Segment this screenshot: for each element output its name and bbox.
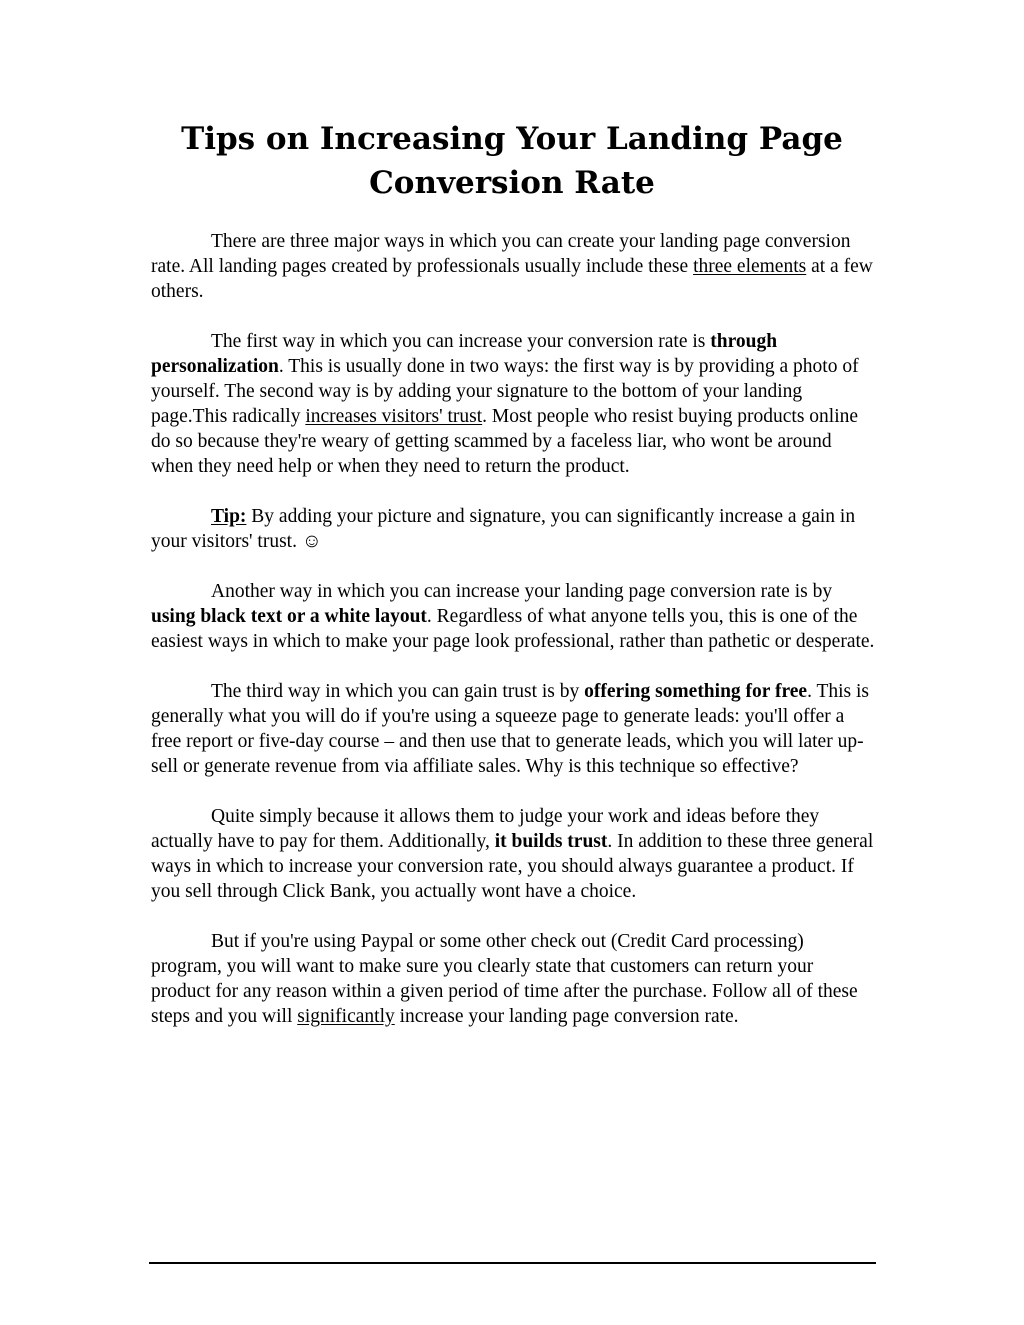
visitors-trust-link[interactable]: increases visitors' trust bbox=[305, 406, 483, 427]
paragraph-text: . This is generally what you will do if you're using a squeeze page to generate leads: you'll offer a free report or five-day course – and then use that to generate leads, which you will later up-sell or generate revenue from via affiliate sales. Why is this technique so effective? bbox=[151, 681, 870, 777]
paragraph-free-offer bbox=[151, 679, 875, 779]
paragraph-text: The first way in which you can increase your conversion rate is bbox=[211, 331, 711, 352]
paragraph-layout bbox=[151, 579, 875, 654]
paragraph-trust bbox=[151, 804, 875, 904]
article-body bbox=[151, 229, 875, 1054]
paragraph-text: But if you're using Paypal or some other check out (Credit Card processing) program, you will want to make sure you clearly state that customers can return your product for any reason within a given period of time after the purchase. Follow all of these steps and you will bbox=[151, 931, 858, 1027]
paragraph-intro bbox=[151, 229, 875, 304]
paragraph-text: By adding your picture and signature, you can significantly increase a gain in your visitors' trust. ☺ bbox=[151, 506, 856, 552]
paragraph-text: . In addition to these three general ways in which to increase your conversion rate, you should always guarantee a product. If you sell through Click Bank, you actually wont have a choice. bbox=[151, 831, 874, 902]
paragraph-text: Quite simply because it allows them to judge your work and ideas before they actually have to pay for them. Additionally, bbox=[151, 806, 820, 852]
paragraph-text: . Regardless of what anyone tells you, this is one of the easiest ways in which to make your page look professional, rather than pathetic or desperate. bbox=[151, 606, 875, 652]
paragraph-text: . This is usually done in two ways: the first way is by providing a photo of yourself. The second way is by adding your signature to the bottom of your landing page.This radically bbox=[151, 356, 859, 427]
emphasis-text: it builds trust bbox=[494, 831, 608, 852]
paragraph-text: Another way in which you can increase your landing page conversion rate is by bbox=[211, 581, 833, 602]
significantly-link[interactable]: significantly bbox=[297, 1006, 395, 1027]
paragraph-text: at a few others. bbox=[151, 256, 873, 302]
emphasis-text: offering something for free bbox=[584, 681, 808, 702]
paragraph-tip bbox=[151, 504, 875, 554]
tip-label: Tip: bbox=[211, 506, 247, 527]
paragraph-personalization bbox=[151, 329, 875, 479]
paragraph-text: increase your landing page conversion rate. bbox=[394, 1006, 739, 1027]
paragraph-text: There are three major ways in which you can create your landing page conversion rate. All landing pages created by professionals usually include these bbox=[151, 231, 851, 277]
paragraph-text: The third way in which you can gain trust is by bbox=[211, 681, 585, 702]
page-title: Tips on Increasing Your Landing Page Conversion Rate bbox=[181, 121, 843, 201]
footer-divider bbox=[149, 1262, 876, 1264]
three-elements-link[interactable]: three elements bbox=[693, 256, 807, 277]
emphasis-text: using black text or a white layout bbox=[151, 606, 427, 627]
paragraph-guarantee bbox=[151, 929, 875, 1029]
emphasis-text: through personalization bbox=[151, 331, 778, 377]
paragraph-text: . Most people who resist buying products online do so because they're weary of getting scammed by a faceless liar, who wont be around when they need help or when they need to return the product. bbox=[151, 406, 859, 477]
